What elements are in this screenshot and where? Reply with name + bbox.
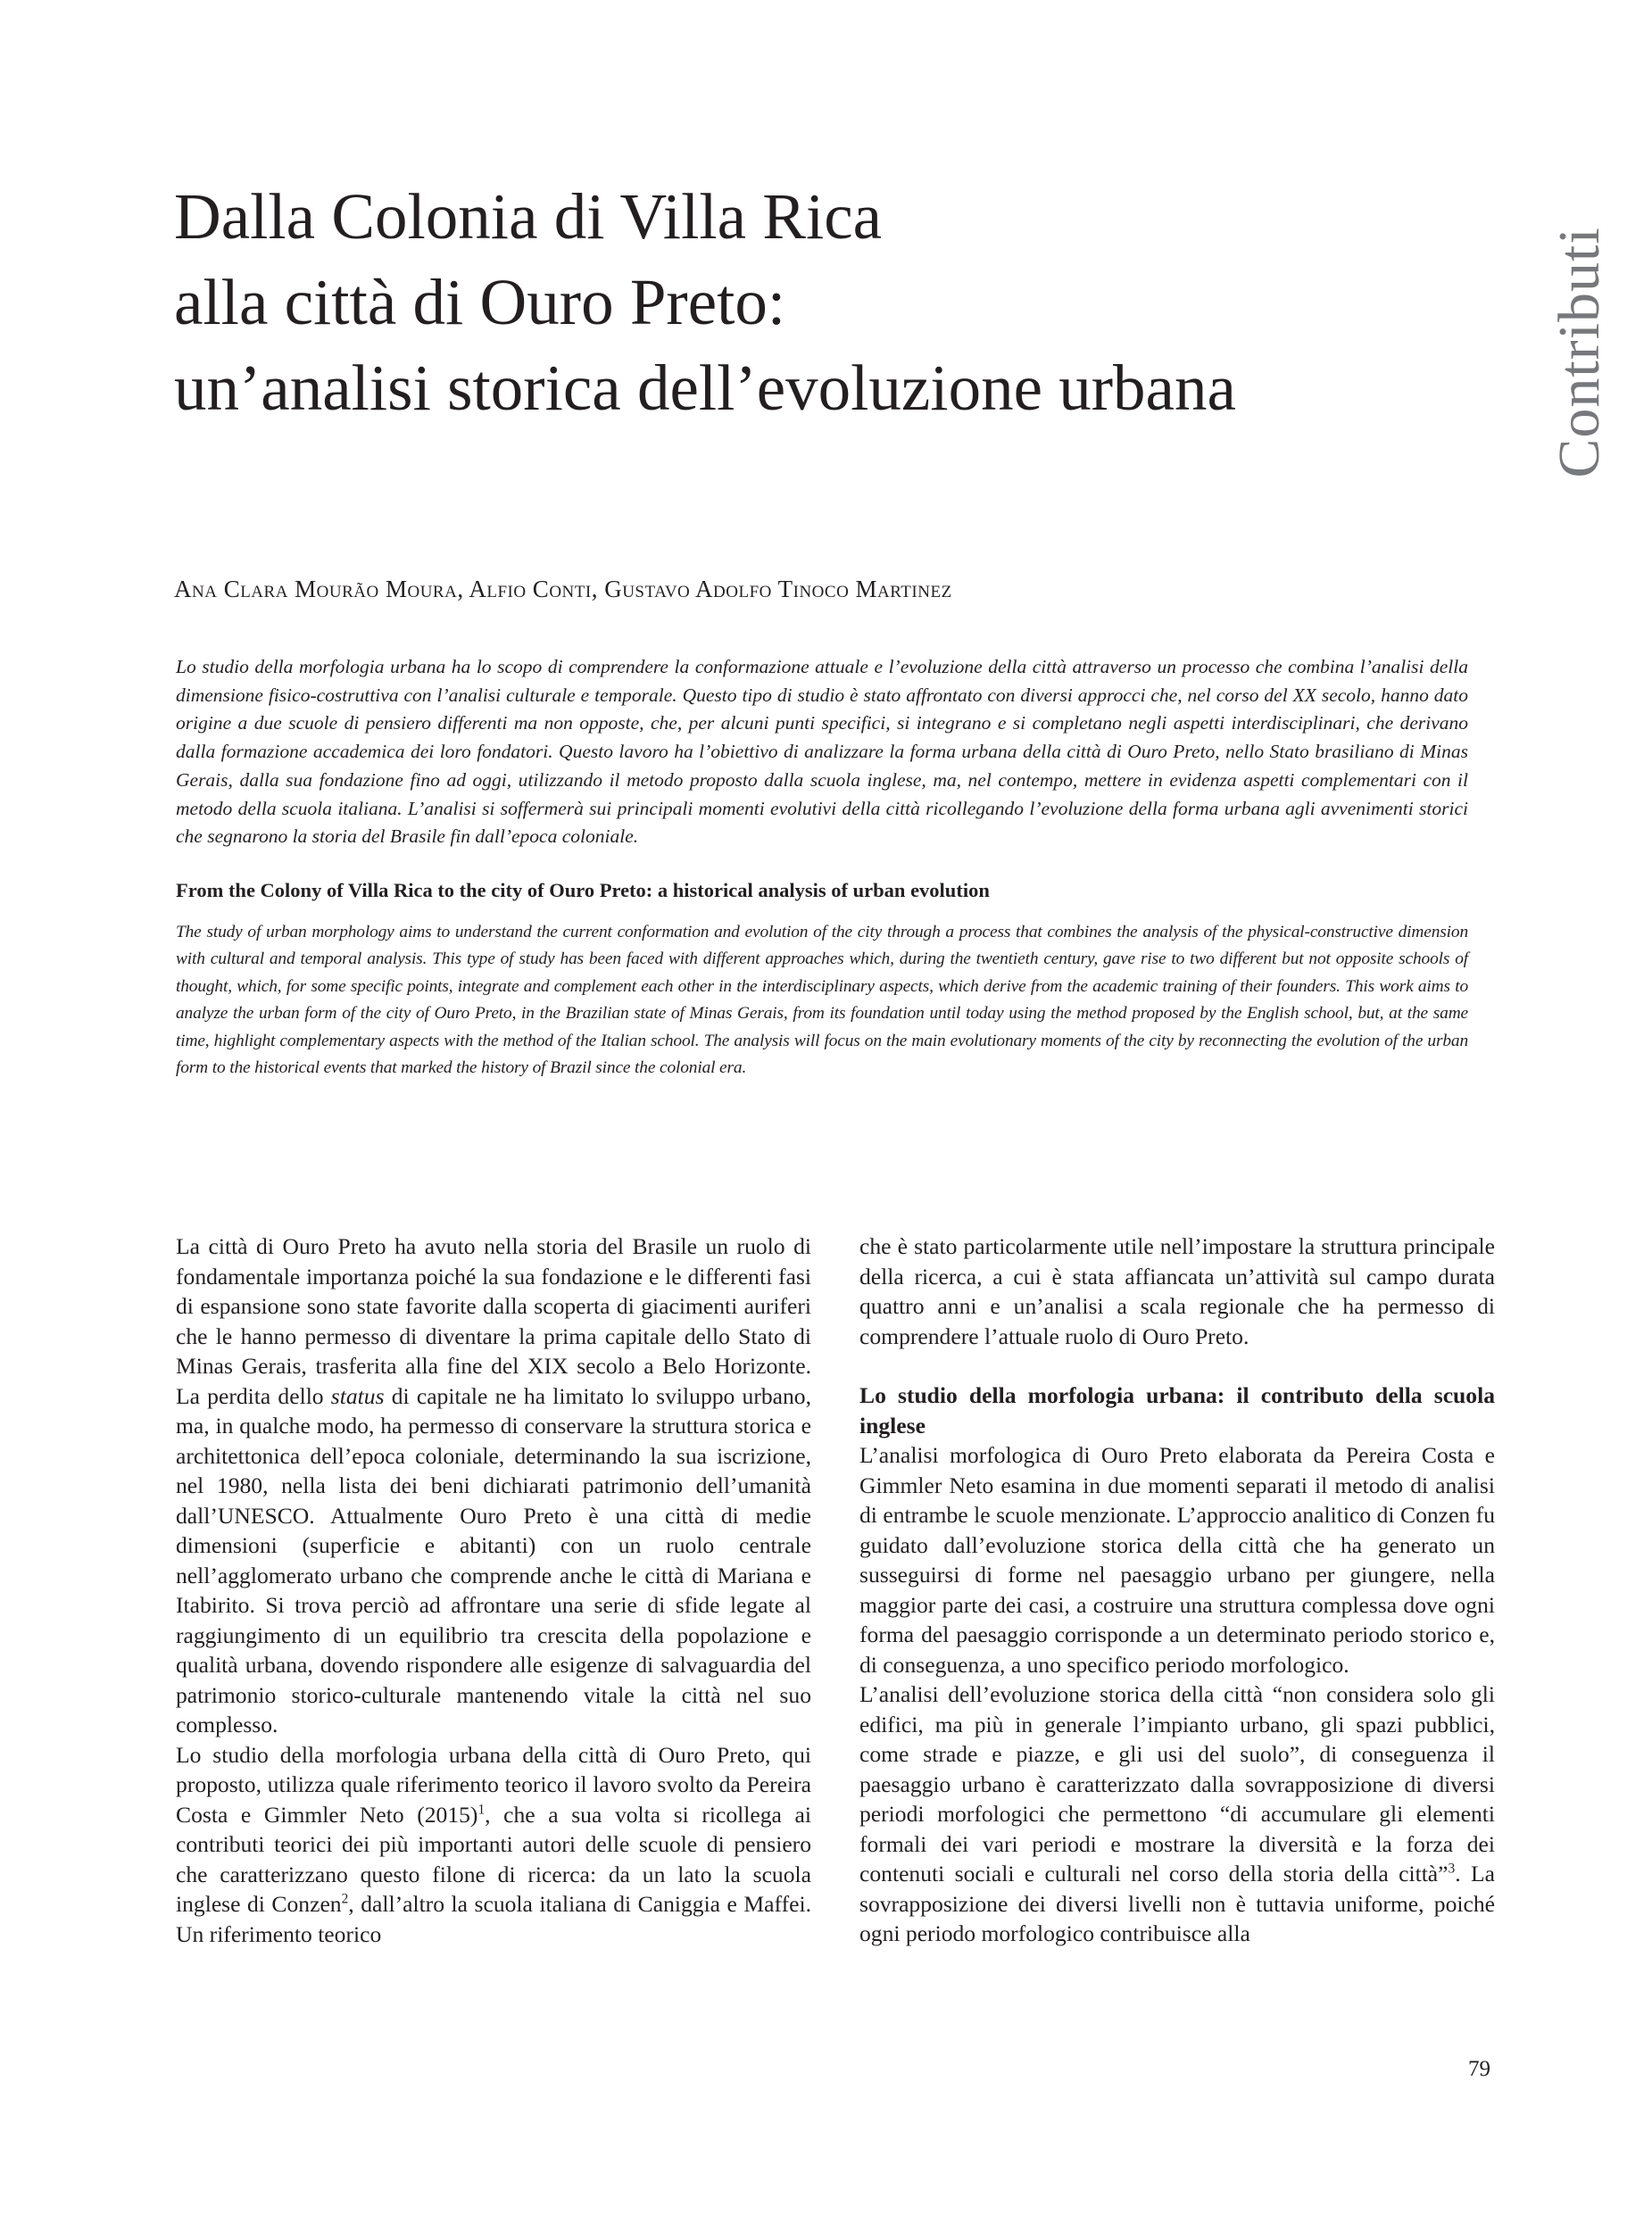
text-run: La città di Ouro Preto ha avuto nella storia del Brasile un ruolo di fondamentale importanza poiché la sua fondazione e le differenti fasi di espansione sono state favorite dalla scoperta di giacimenti auriferi che le hanno permesso di diventare la prima capitale dello Stato di Minas Gerais, trasferita alla fine del XIX secolo a Belo Horizonte. La perdita dello xyxy=(176,1233,811,1409)
page-title xyxy=(174,174,1468,431)
authors: Ana Clara Mourão Moura, Alfio Conti, Gustavo Adolfo Tinoco Martinez xyxy=(174,576,952,602)
text-run: , che a sua volta si ricollega ai contributi teorici dei più importanti autori delle scuole di pensiero che caratterizzano questo filone di ricerca: da un lato la scuola inglese di Conzen xyxy=(176,1801,811,1917)
footnote-ref-1[interactable]: 1 xyxy=(477,1801,486,1817)
text-run: , dall’altro la scuola italiana di Caniggia e Maffei. Un riferimento teorico xyxy=(176,1891,811,1947)
text-run: di capitale ne ha limitato lo sviluppo urbano, ma, in qualche modo, ha permesso di conservare la struttura storica e architettonica dell’epoca coloniale, determinando la sua iscrizione, nel 1980, nella lista dei beni dichiarati patrimonio dell’umanità dall’UNESCO. Attualmente Ouro Preto è una città di medie dimensioni (superficie e abitanti) con un ruolo centrale nell’agglomerato urbano che comprende anche le città di Mariana e Itabirito. Si trova perciò ad affrontare una serie di sfide legate al raggiungimento di un equilibrio tra crescita della popolazione e qualità urbana, dovendo rispondere alle esigenze di salvaguardia del patrimonio storico-culturale mantenendo vitale la città nel suo complesso. xyxy=(176,1382,812,1737)
title-line-1: Dalla Colonia di Villa Rica xyxy=(174,180,883,253)
title-line-3: un’analisi storica dell’evoluzione urbana xyxy=(174,352,1236,424)
english-title: From the Colony of Villa Rica to the city of Ouro Preto: a historical analysis of urban evolution xyxy=(176,879,990,901)
title-line-2: alla città di Ouro Preto: xyxy=(174,266,786,338)
body-paragraph xyxy=(176,1740,811,1950)
text-run: L’analisi dell’evoluzione storica della città “non considera solo gli edifici, ma più in generale l’impianto urbano, gli spazi pubblici, come strade e piazze, e gli usi del suolo”, di conseguenza il paesaggio urbano è caratterizzato dalla sovrapposizione di diversi periodi morfologici che permettono “di accumulare gli elementi formali dei vari periodi e mostrare la diversità e la forza dei contenuti sociali e culturali nel corso della storia della città” xyxy=(859,1681,1495,1886)
abstract-italian: Lo studio della morfologia urbana ha lo scopo di comprendere la conformazione attuale e l’evoluzione della città attraverso un processo che combina l’analisi della dimensione fisico-costruttiva con l’analisi culturale e temporale. Questo tipo di studio è stato affrontato con diversi approcci che, nel corso del XX secolo, hanno dato origine a due scuole di pensiero differenti ma non opposte, che, per alcuni punti specifici, si integrano e si completano negli aspetti interdisciplinari, che derivano dalla formazione accademica dei loro fondatori. Questo lavoro ha l’obiettivo di analizzare la forma urbana della città di Ouro Preto, nello Stato brasiliano di Minas Gerais, dalla sua fondazione fino ad oggi, utilizzando il metodo proposto dalla scuola inglese, ma, nel contempo, mettere in evidenza aspetti complementari con il metodo della scuola italiana. L’analisi si soffermerà sui principali momenti evolutivi della città ricollegando l’evoluzione della forma urbana agli avvenimenti storici che segnarono la storia del Brasile fin dall’epoca coloniale. xyxy=(176,656,1468,848)
abstract-english: The study of urban morphology aims to understand the current conformation and evolution of the city through a process that combines the analysis of the physical-constructive dimension with cultural and temporal analysis. This type of study has been faced with different approaches which, during the twentieth century, gave rise to two different but not opposite schools of thought, which, for some specific points, integrate and complement each other in the interdisciplinary aspects, which derive from the academic training of their founders. This work aims to analyze the urban form of the city of Ouro Preto, in the Brazilian state of Minas Gerais, from its foundation until today using the method proposed by the English school, but, at the same time, highlight complementary aspects with the method of the Italian school. The analysis will focus on the main evolutionary moments of the city by reconnecting the evolution of the urban form to the historical events that marked the history of Brazil since the colonial era. xyxy=(176,923,1468,1078)
body-paragraph: L’analisi morfologica di Ouro Preto elaborata da Pereira Costa e Gimmler Neto esamina in due momenti separati il metodo di analisi di entrambe le scuole menzionate. L’approccio analitico di Conzen fu guidato dall’evoluzione storica della città che ha generato un susseguirsi di forme nel paesaggio urbano per giungere, nella maggior parte dei casi, a costruire una struttura complessa dove ogni forma del paesaggio corrisponde a un determinato periodo storico e, di conseguenza, a uno specifico periodo morfologico. xyxy=(859,1442,1495,1678)
body-column-left xyxy=(176,1231,811,1949)
body-column-right xyxy=(859,1231,1495,1949)
text-run: . La sovrapposizione dei diversi livelli non è tuttavia uniforme, poiché ogni periodo morfologico contribuisce alla xyxy=(859,1861,1495,1946)
footnote-ref-2[interactable]: 2 xyxy=(341,1891,349,1907)
section-tab xyxy=(1535,210,1624,495)
body-paragraph: che è stato particolarmente utile nell’impostare la struttura principale della ricerca, a cui è stata affiancata un’attività sul campo durata quattro anni e un’analisi a scala regionale che ha permesso di comprendere l’attuale ruolo di Ouro Preto. xyxy=(859,1233,1495,1349)
body-paragraph xyxy=(176,1231,811,1740)
emphasis-status: status xyxy=(330,1382,385,1409)
body-paragraph xyxy=(859,1679,1495,1949)
section-tab-label: Contributi xyxy=(1547,227,1612,478)
page-number: 79 xyxy=(1468,2057,1490,2081)
footnote-ref-3[interactable]: 3 xyxy=(1448,1861,1456,1877)
text-run: Lo studio della morfologia urbana della città di Ouro Preto, qui proposto, utilizza quale riferimento teorico il lavoro svolto da Pereira Costa e Gimmler Neto (2015) xyxy=(176,1741,811,1828)
section-heading: Lo studio della morfologia urbana: il contributo della scuola inglese xyxy=(859,1382,1495,1439)
